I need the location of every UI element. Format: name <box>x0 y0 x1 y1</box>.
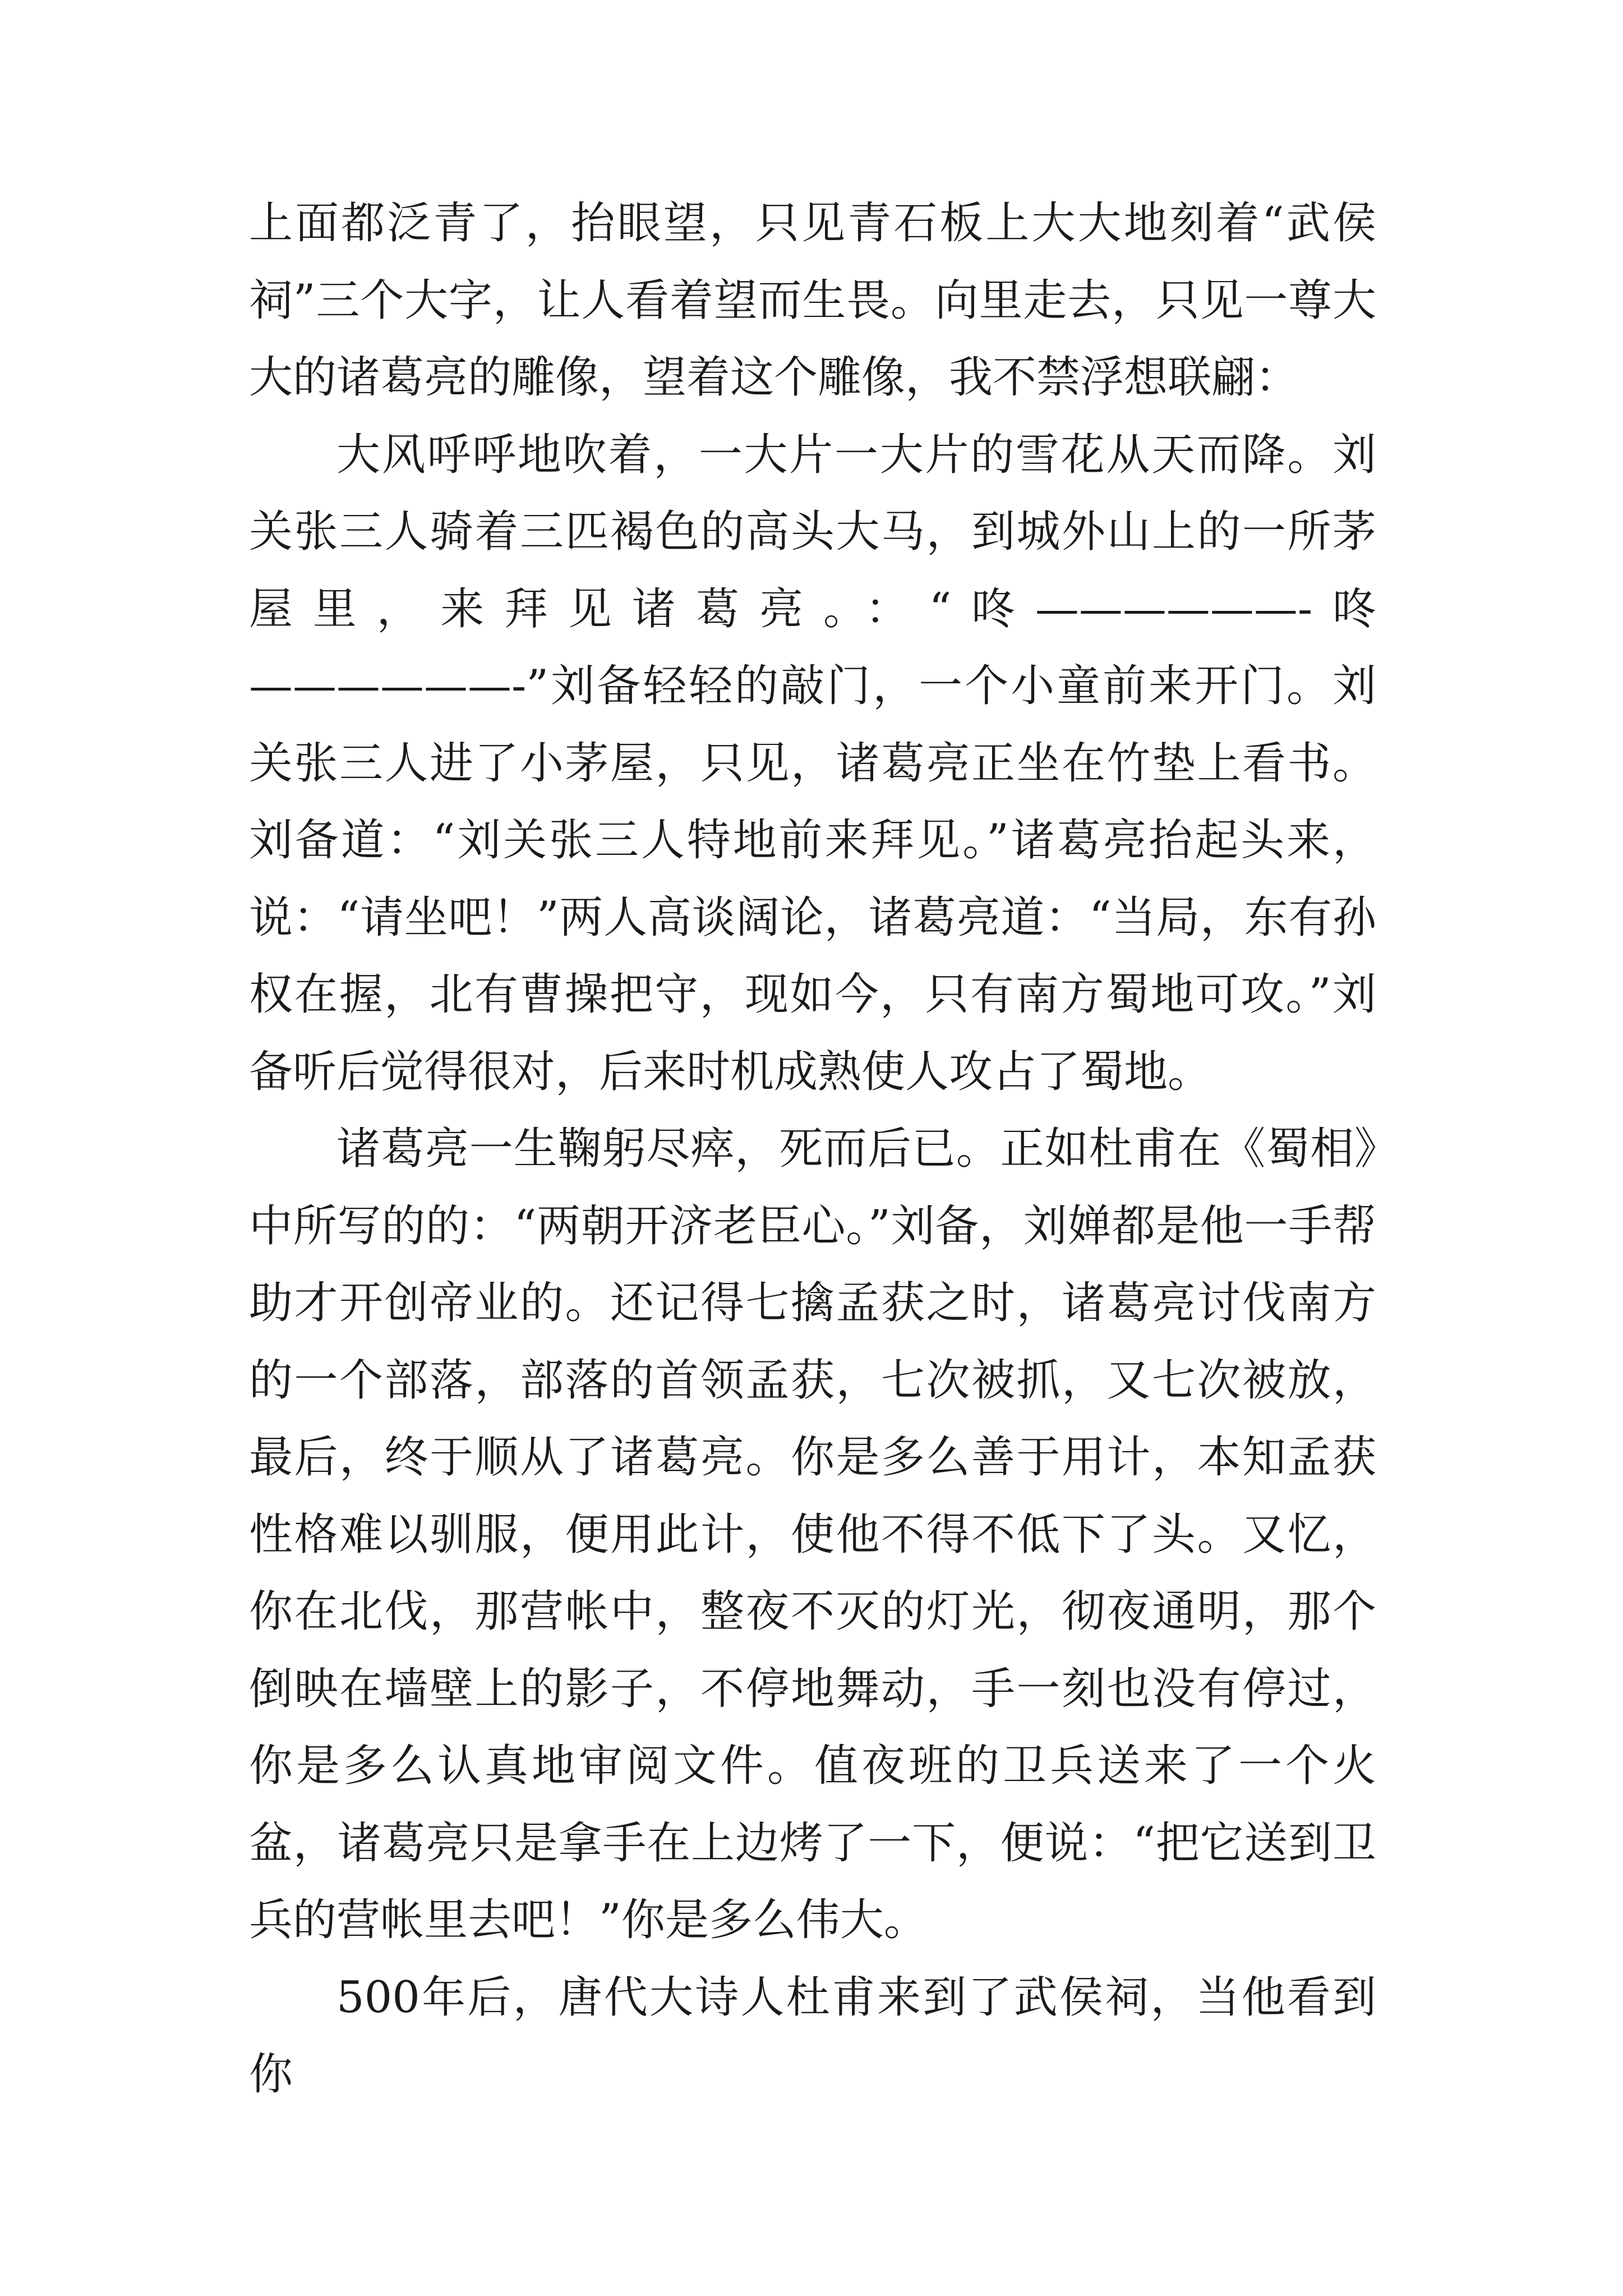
paragraph-1: 上面都泛青了，抬眼望，只见青石板上大大地刻着“武侯祠”三个大字，让人看着望而生畏。向里走去，只见一尊大大的诸葛亮的雕像，望着这个雕像，我不禁浮想联翩： <box>249 198 1376 403</box>
paragraph-4: 500年后，唐代大诗人杜甫来到了武侯祠，当他看到你 <box>249 1972 1376 2100</box>
body-text <box>249 185 1376 2114</box>
paragraph-2: 大风呼呼地吹着，一大片一大片的雪花从天而降。刘关张三人骑着三匹褐色的高头大马，到城外山上的一所茅屋里，来拜见诸葛亮。：“咚——————-咚——————-”刘备轻轻的敲门，一个小童前来开门。刘关张三人进了小茅屋，只见，诸葛亮正坐在竹垫上看书。刘备道：“刘关张三人特地前来拜见。”诸葛亮抬起头来，说：“请坐吧！”两人高谈阔论，诸葛亮道：“当局，东有孙权在握，北有曹操把守，现如今，只有南方蜀地可攻。”刘备听后觉得很对，后来时机成熟使人攻占了蜀地。 <box>249 429 1376 1097</box>
paragraph-3: 诸葛亮一生鞠躬尽瘁，死而后已。正如杜甫在《蜀相》中所写的的：“两朝开济老臣心。”刘备，刘婵都是他一手帮助才开创帝业的。还记得七擒孟获之时，诸葛亮讨伐南方的一个部落，部落的首领孟获，七次被抓，又七次被放，最后，终于顺从了诸葛亮。你是多么善于用计，本知孟获性格难以驯服，便用此计，使他不得不低下了头。又忆，你在北伐，那营帐中，整夜不灭的灯光，彻夜通明，那个倒映在墙壁上的影子，不停地舞动，手一刻也没有停过，你是多么认真地审阅文件。值夜班的卫兵送来了一个火盆，诸葛亮只是拿手在上边烤了一下，便说：“把它送到卫兵的营帐里去吧！”你是多么伟大。 <box>249 1124 1376 1945</box>
